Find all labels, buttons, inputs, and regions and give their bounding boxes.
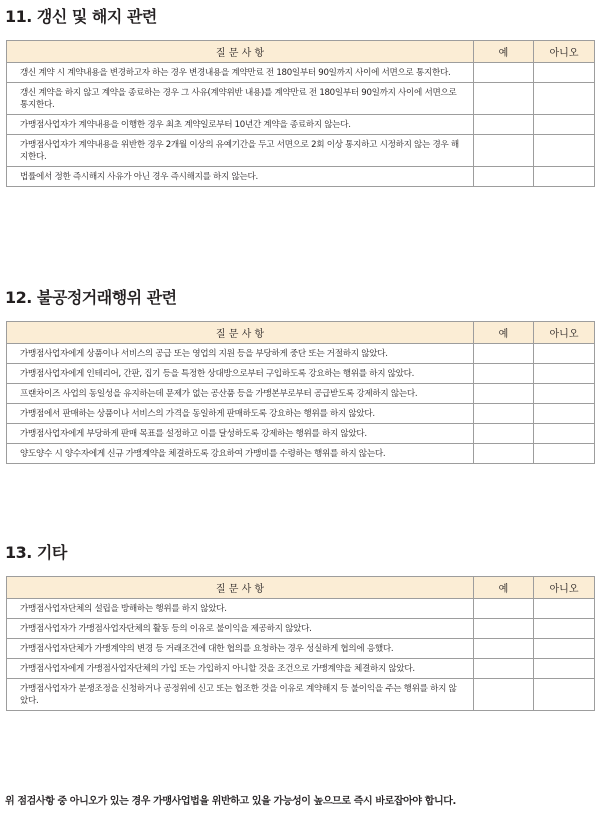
table-row — [7, 364, 595, 384]
table-header-row — [7, 322, 595, 344]
yes-column-header: 예 — [474, 322, 534, 344]
yes-checkbox[interactable] — [474, 344, 534, 364]
question-column-header: 질 문 사 항 — [7, 577, 474, 599]
question-text: 가맹점사업자에게 가맹점사업자단체의 가입 또는 가입하지 아니할 것을 조건으로 가맹계약을 체결하지 않았다. — [7, 659, 474, 679]
table-row — [7, 599, 595, 619]
question-text: 가맹점사업자가 분쟁조정을 신청하거나 공정위에 신고 또는 협조한 것을 이유로 계약해지 등 불이익을 주는 행위를 하지 않았다. — [7, 679, 474, 711]
table-row — [7, 135, 595, 167]
checklist-table-12 — [6, 321, 595, 464]
no-checkbox[interactable] — [534, 135, 595, 167]
question-column-header: 질 문 사 항 — [7, 41, 474, 63]
no-column-header: 아니오 — [534, 322, 595, 344]
no-checkbox[interactable] — [534, 167, 595, 187]
yes-checkbox[interactable] — [474, 404, 534, 424]
table-row — [7, 679, 595, 711]
no-checkbox[interactable] — [534, 364, 595, 384]
table-row — [7, 639, 595, 659]
section-title-13: 13. 기타 — [5, 543, 67, 562]
yes-checkbox[interactable] — [474, 83, 534, 115]
no-checkbox[interactable] — [534, 63, 595, 83]
question-column-header: 질 문 사 항 — [7, 322, 474, 344]
yes-checkbox[interactable] — [474, 135, 534, 167]
checklist-table-13 — [6, 576, 595, 711]
table-row — [7, 344, 595, 364]
question-text: 가맹점사업자단체의 설립을 방해하는 행위를 하지 않았다. — [7, 599, 474, 619]
table-row — [7, 115, 595, 135]
table-row — [7, 63, 595, 83]
question-text: 갱신 계약 시 계약내용을 변경하고자 하는 경우 변경내용을 계약만료 전 180일부터 90일까지 사이에 서면으로 통지한다. — [7, 63, 474, 83]
section-title-11: 11. 갱신 및 해지 관련 — [5, 7, 157, 26]
question-text: 가맹점사업자가 계약내용을 위반한 경우 2개월 이상의 유예기간을 두고 서면으로 2회 이상 통지하고 시정하지 않는 경우 해지한다. — [7, 135, 474, 167]
checklist-table-11 — [6, 40, 595, 187]
table-row — [7, 659, 595, 679]
yes-column-header: 예 — [474, 577, 534, 599]
table-row — [7, 404, 595, 424]
question-text: 가맹점에서 판매하는 상품이나 서비스의 가격을 동일하게 판매하도록 강요하는 행위를 하지 않았다. — [7, 404, 474, 424]
no-column-header: 아니오 — [534, 577, 595, 599]
yes-checkbox[interactable] — [474, 424, 534, 444]
question-text: 가맹점사업자가 가맹점사업자단체의 활동 등의 이유로 불이익을 제공하지 않았다. — [7, 619, 474, 639]
yes-checkbox[interactable] — [474, 639, 534, 659]
table-row — [7, 424, 595, 444]
question-text: 가맹점사업자단체가 가맹계약의 변경 등 거래조건에 대한 협의를 요청하는 경우 성실하게 협의에 응했다. — [7, 639, 474, 659]
no-checkbox[interactable] — [534, 404, 595, 424]
yes-checkbox[interactable] — [474, 384, 534, 404]
yes-checkbox[interactable] — [474, 63, 534, 83]
yes-checkbox[interactable] — [474, 599, 534, 619]
question-text: 가맹점사업자가 계약내용을 이행한 경우 최초 계약일로부터 10년간 계약을 종료하지 않는다. — [7, 115, 474, 135]
question-text: 갱신 계약을 하지 않고 계약을 종료하는 경우 그 사유(계약위반 내용)를 계약만료 전 180일부터 90일까지 사이에 서면으로 통지한다. — [7, 83, 474, 115]
question-text: 가맹점사업자에게 인테리어, 간판, 집기 등을 특정한 상대방으로부터 구입하도록 강요하는 행위를 하지 않았다. — [7, 364, 474, 384]
table-header-row — [7, 41, 595, 63]
table-row — [7, 83, 595, 115]
no-column-header: 아니오 — [534, 41, 595, 63]
question-text: 가맹점사업자에게 부당하게 판매 목표를 설정하고 이를 달성하도록 강제하는 행위를 하지 않았다. — [7, 424, 474, 444]
question-text: 법률에서 정한 즉시해지 사유가 아닌 경우 즉시해지를 하지 않는다. — [7, 167, 474, 187]
no-checkbox[interactable] — [534, 679, 595, 711]
no-checkbox[interactable] — [534, 115, 595, 135]
no-checkbox[interactable] — [534, 384, 595, 404]
section-title-12: 12. 불공정거래행위 관련 — [5, 288, 177, 307]
table-row — [7, 444, 595, 464]
question-text: 프랜차이즈 사업의 동일성을 유지하는데 문제가 없는 공산품 등을 가맹본부로부터 공급받도록 강제하지 않는다. — [7, 384, 474, 404]
no-checkbox[interactable] — [534, 639, 595, 659]
yes-checkbox[interactable] — [474, 167, 534, 187]
yes-checkbox[interactable] — [474, 619, 534, 639]
no-checkbox[interactable] — [534, 619, 595, 639]
yes-checkbox[interactable] — [474, 115, 534, 135]
table-row — [7, 619, 595, 639]
table-row — [7, 384, 595, 404]
question-text: 양도양수 시 양수자에게 신규 가맹계약을 체결하도록 강요하여 가맹비를 수령하는 행위를 하지 않는다. — [7, 444, 474, 464]
yes-checkbox[interactable] — [474, 364, 534, 384]
no-checkbox[interactable] — [534, 444, 595, 464]
yes-checkbox[interactable] — [474, 679, 534, 711]
yes-checkbox[interactable] — [474, 659, 534, 679]
yes-checkbox[interactable] — [474, 444, 534, 464]
no-checkbox[interactable] — [534, 424, 595, 444]
table-row — [7, 167, 595, 187]
no-checkbox[interactable] — [534, 344, 595, 364]
yes-column-header: 예 — [474, 41, 534, 63]
question-text: 가맹점사업자에게 상품이나 서비스의 공급 또는 영업의 지원 등을 부당하게 중단 또는 거절하지 않았다. — [7, 344, 474, 364]
table-header-row — [7, 577, 595, 599]
no-checkbox[interactable] — [534, 659, 595, 679]
footnote: 위 점검사항 중 아니오가 있는 경우 가맹사업법을 위반하고 있을 가능성이 높으므로 즉시 바로잡아야 합니다. — [5, 796, 456, 807]
no-checkbox[interactable] — [534, 83, 595, 115]
no-checkbox[interactable] — [534, 599, 595, 619]
